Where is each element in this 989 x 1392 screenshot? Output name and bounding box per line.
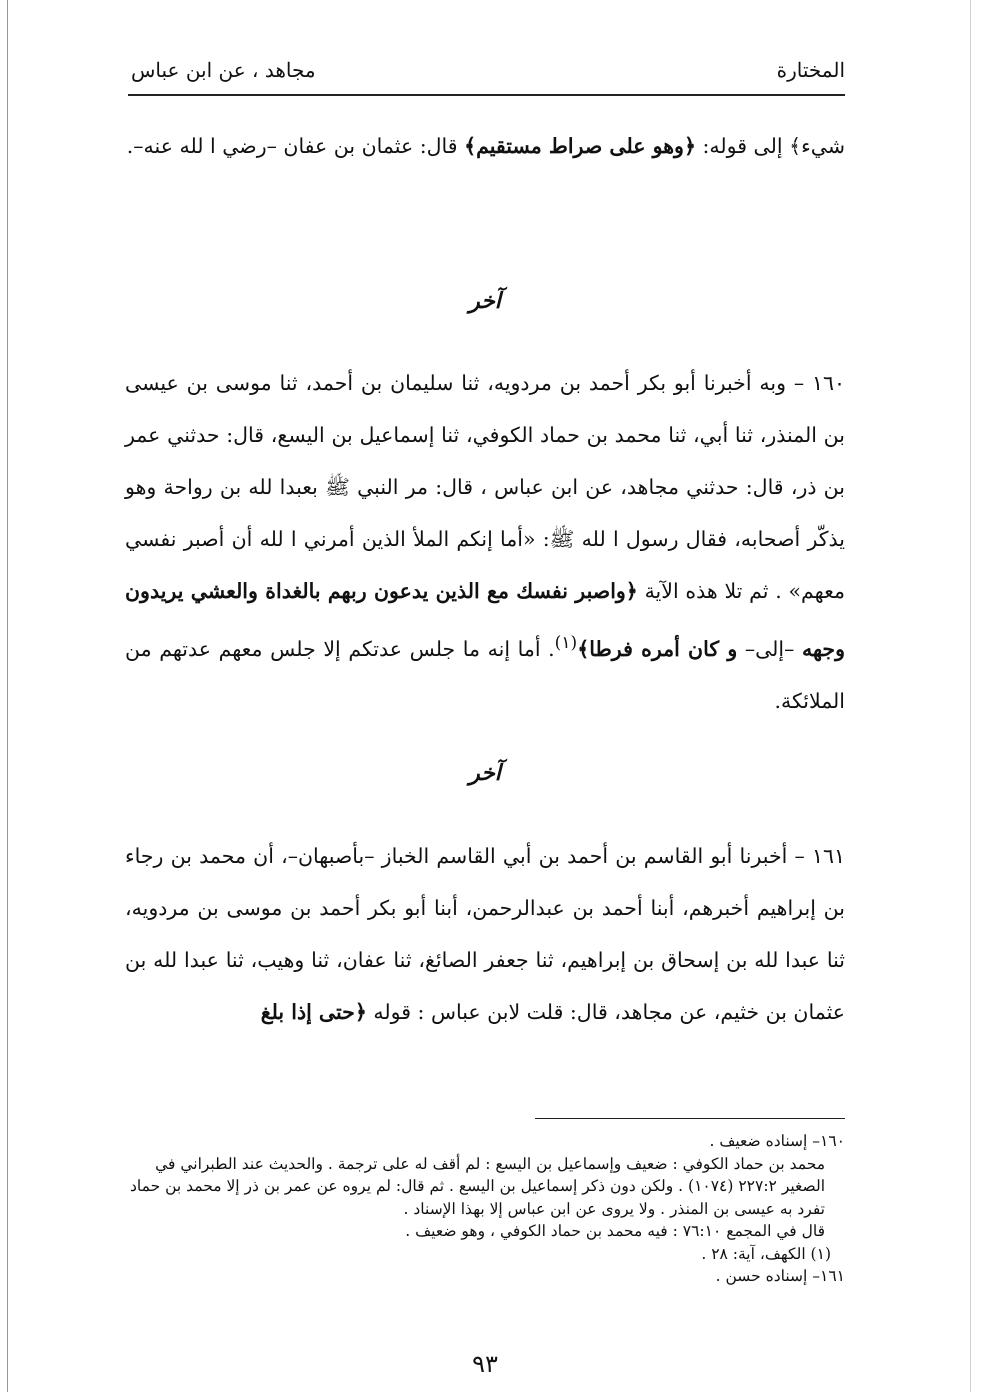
page-number: ٩٣ (472, 1350, 498, 1378)
section-title-2: آخر (469, 760, 501, 786)
running-header (125, 58, 845, 88)
footnote-line: (١) الكهف، آية: ٢٨ . (701, 1244, 831, 1263)
footnote-line: محمد بن حماد الكوفي : ضعيف وإسماعيل بن اليسع : لم أقف له على ترجمة . والحديث عند الطبراني في الصغير ٢٢٧:٢ (١٠٧٤) . ولكن دون ذكر إسماعيل بن اليسع . ثم قال: لم يروه عن عمر بن ذر إلا محمد بن حماد تفرد به عيسى بن المنذر . ولا يروى عن ابن عباس إلا بهذا الإسناد . (130, 1154, 825, 1218)
footnote-separator (535, 1118, 845, 1119)
intro-paragraph (125, 120, 845, 172)
hadith-160-quran-1: ﴿واصبر نفسك مع الذين يدعون ربهم بالغداة والعشي يريدون وجهه (125, 579, 845, 661)
hadith-160-text: ١٦٠ – وبه أخبرنا أبو بكر أحمد بن مردويه، ثنا سليمان بن أحمد، ثنا موسى بن عيسى بن المنذر، ثنا أبي، ثنا محمد بن حماد الكوفي، ثنا إسماعيل بن اليسع، قال: حدثني عمر بن ذر، قال: حدثني مجاهد، عن ابن عباس ، قال: مر النبي ﷺ بعبدا لله بن رواحة وهو يذكّر أصحابه، فقال رسول ا لله ﷺ: «أما إنكم الملأ الذين أمرني ا لله أن أصبر نفسي معهم» . ثم تلا هذه الآية (125, 371, 845, 603)
hadith-160-text-end: . أما إنه ما جلس عدتكم إلا جلس معهم عدتهم من الملائكة. (125, 636, 845, 713)
hadith-161-text: ١٦١ – أخبرنا أبو القاسم بن أحمد بن أبي القاسم الخباز –بأصبهان–، أن محمد بن رجاء بن إبراهيم أخبرهم، أبنا أحمد بن عبدالرحمن، أبنا أبو بكر أحمد بن موسى بن مردويه، ثنا عبدا لله بن إسحاق بن إبراهيم، ثنا جعفر الصائغ، ثنا عفان، ثنا وهيب، ثنا عبدا لله بن عثمان بن خثيم، عن مجاهد، قال: قلت لابن عباس : قوله (125, 844, 845, 1024)
footnote-line: ١٦١– إسناده حسن . (715, 1267, 845, 1285)
intro-text-post: قال: عثمان بن عفان –رضي ا لله عنه–. (126, 134, 465, 158)
hadith-161-paragraph (125, 830, 845, 1038)
hadith-161-quran: ﴿حتى إذا بلغ (260, 1000, 367, 1024)
hadith-160-mid: –إلى– (737, 636, 802, 661)
intro-text-pre: شيء﴾ إلى قوله: (695, 134, 845, 158)
scan-edge-left (7, 0, 8, 1392)
hadith-160-quran-2: و كان أمره فرطا﴾ (577, 636, 738, 661)
section-title-1: آخر (469, 288, 501, 314)
footnotes (125, 1130, 845, 1288)
intro-quran-verse: ﴿وهو على صراط مستقيم﴾ (464, 134, 696, 158)
hadith-160-paragraph (125, 357, 845, 727)
footnote-line: ١٦٠– إسناده ضعيف . (709, 1132, 845, 1150)
scan-edge-right (970, 0, 971, 1392)
header-chapter: مجاهد ، عن ابن عباس (131, 58, 316, 82)
footnote-marker: (١) (554, 633, 578, 653)
book-page (125, 0, 845, 1392)
footnote-line: قال في المجمع ٧٦:١٠ : فيه محمد بن حماد الكوفي ، وهو ضعيف . (405, 1222, 825, 1240)
header-rule (128, 94, 845, 96)
header-book-title: المختارة (776, 58, 845, 82)
